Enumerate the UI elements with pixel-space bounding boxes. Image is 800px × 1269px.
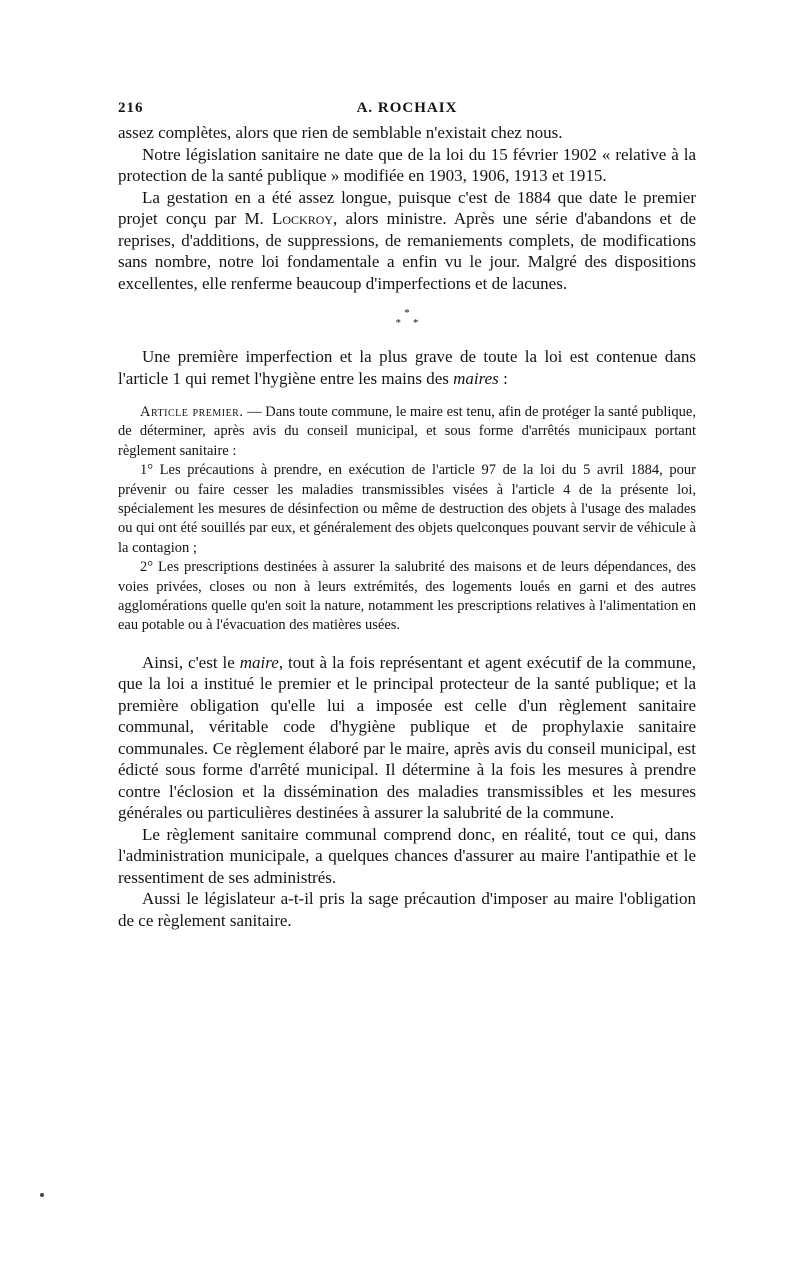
page-number: 216 xyxy=(118,100,144,116)
paragraph-gestation xyxy=(118,187,696,295)
gestation-text-start: La gestation en a été assez longue, puisque c'est de 1884 que date le premier projet conçu par M. xyxy=(118,187,696,228)
asterism-bottom-stars: ** xyxy=(395,317,431,329)
article-label: Article premier. xyxy=(140,404,244,420)
ainsi-text-start: Ainsi, c'est le xyxy=(142,652,235,672)
ainsi-italic-maire: maire xyxy=(239,652,279,672)
law-article-quote xyxy=(118,403,696,636)
paragraph-reglement: Le règlement sanitaire communal comprend donc, en réalité, tout ce qui, dans l'administration municipale, a quelques chances d'assurer au maire l'antipathie et le ressentiment de ses administrés. xyxy=(118,824,696,887)
section-maire xyxy=(118,652,696,932)
ainsi-text-end: , tout à la fois représentant et agent exécutif de la commune, que la loi a institué le premier et le principal protecteur de la santé publique; et la première obligation qu'elle lui a imposée est celle d'un règlement sanitaire communal, véritable code d'hygiène publique et de prophylaxie sanitaire communales. Ce règlement élaboré par le maire, après avis du conseil municipal, est édicté sous forme d'arrêté municipal. Il détermine à la fois les mesures à prendre contre l'éclosion et la dissémination des maladies transmissibles et les mesures générales ou particulières destinées à assurer la salubrité de la commune. xyxy=(118,652,696,823)
quote-article-premier xyxy=(118,403,696,461)
intro-text: Une première imperfection et la plus grave de toute la loi est contenue dans l'article 1 qui remet l'hygiène entre les mains des xyxy=(118,347,696,388)
running-title: A. ROCHAIX xyxy=(356,100,458,116)
author-name-lockroy: Lockroy xyxy=(271,209,334,228)
asterism-separator xyxy=(118,308,696,338)
paragraph-law-date: Notre législation sanitaire ne date que de la loi du 15 février 1902 « relative à la protection de la santé publique » modifiée en 1903, 1906, 1913 et 1915. xyxy=(118,144,696,185)
asterism-top-star: * xyxy=(404,307,410,319)
section-legislation xyxy=(118,122,696,294)
intro-italic-maires: maires xyxy=(453,368,499,388)
gestation-text-end: , alors ministre. Après une série d'abandons et de reprises, d'additions, de suppressions, de remaniements complets, de modifications sans nombre, notre loi fondamentale a enfin vu le jour. Malgré des dispositions excellentes, elle renferme beaucoup d'imperfections et de lacunes. xyxy=(118,209,696,293)
quote-item-2: 2° Les prescriptions destinées à assurer la salubrité des maisons et de leurs dépendances, des voies privées, closes ou non à leurs extrémités, des logements loués en garni et des autres agglomérations quelle qu'en soit la nature, notamment les prescriptions relatives à l'alimentation en eau potable ou à l'évacuation des matières usées. xyxy=(118,559,696,634)
margin-speck xyxy=(40,1193,44,1197)
paragraph-ainsi xyxy=(118,652,696,824)
article-text: — Dans toute commune, le maire est tenu, afin de protéger la santé publique, de déterminer, après avis du conseil municipal, et sous forme d'arrêtés municipaux portant règlement sanitaire : xyxy=(118,404,696,459)
paragraph-imperfection-intro xyxy=(118,346,696,389)
running-head xyxy=(118,98,696,122)
paragraph-continuation: assez complètes, alors que rien de semblable n'existait chez nous. xyxy=(118,123,563,142)
section-imperfection xyxy=(118,346,696,389)
paragraph-legislateur: Aussi le législateur a-t-il pris la sage précaution d'imposer au maire l'obligation de ce règlement sanitaire. xyxy=(118,889,696,930)
page xyxy=(118,98,696,931)
intro-colon: : xyxy=(498,368,508,388)
quote-item-1: 1° Les précautions à prendre, en exécution de l'article 97 de la loi du 5 avril 1884, pour prévenir ou faire cesser les maladies transmissibles visées à l'article 4 de la présente loi, spécialement les mesures de désinfection ou même de destruction des objets à l'usage des malades ou qui ont été souillés par eux, et généralement des objets quelconques pouvant servir de véhicule à la contagion ; xyxy=(118,462,696,556)
